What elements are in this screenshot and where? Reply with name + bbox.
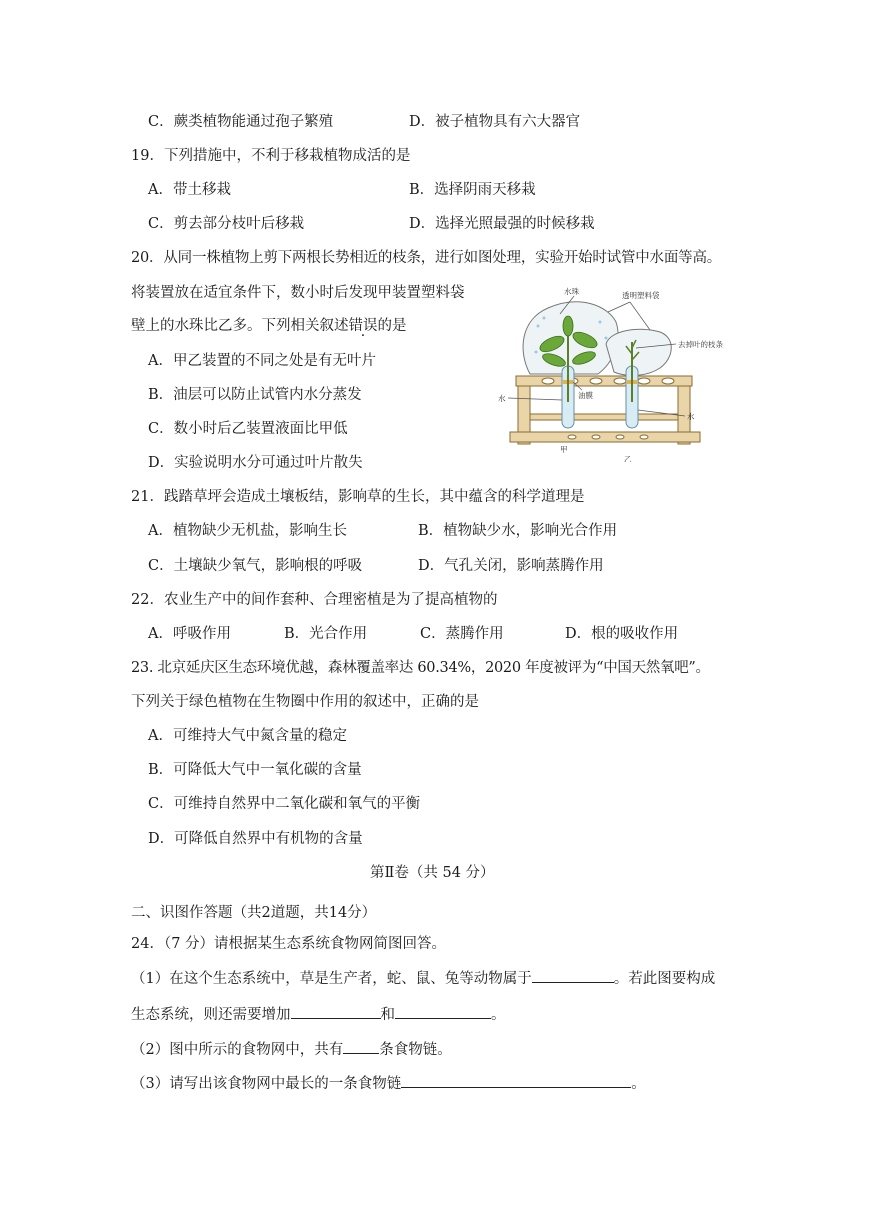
q20-option-a: A．甲乙装置的不同之处是有无叶片 [148,353,376,369]
label-oil-film: 油膜 [578,391,593,400]
q22-stem: 22．农业生产中的间作套种、合理密植是为了提高植物的 [131,592,498,608]
q21-option-b: B．植物缺少水，影响光合作用 [418,523,618,539]
q19-stem: 19．下列措施中，不利于移栽植物成活的是 [131,148,411,164]
q24-sub2 [131,1039,452,1060]
rack-shelf [530,414,678,420]
answer-blank-longest-chain[interactable] [401,1073,631,1088]
q18-option-d: D．被子植物具有六大器官 [409,114,581,130]
q23-option-a: A．可维持大气中氮含量的稳定 [148,728,347,744]
q23-option-b: B．可降低大气中一氧化碳的含量 [148,762,362,778]
label-water-right: 水 [687,412,695,421]
q20-stem-line1: 20．从同一株植物上剪下两根长势相近的枝条，进行如图处理，实验开始时试管中水面等高。 [131,250,722,266]
q24-sub2-text-a: （2）图中所示的食物网中，共有 [131,1042,344,1058]
plastic-bag-left [523,302,618,374]
answer-blank-component-2[interactable] [395,1004,491,1019]
q24-sub1-text-b: 。若此图要构成 [613,971,716,987]
q24-sub3-text-a: （3）请写出该食物网中最长的一条食物链 [131,1076,402,1092]
q19-option-c: C．剪去部分枝叶后移栽 [148,216,305,232]
q24-sub2-text-b: 条食物链。 [379,1042,452,1058]
label-yi: 乙 [624,455,632,462]
q22-option-b: B．光合作用 [284,626,368,642]
q24-sub1-line1 [131,968,715,989]
q21-stem: 21．践踏草坪会造成土壤板结，影响草的生长，其中蕴含的科学道理是 [131,489,585,505]
q23-stem-line1: 23. 北京延庆区生态环境优越，森林覆盖率达 60.34%，2020 年度被评为“中国天然氧吧”。 [131,660,710,676]
part-two-title: 第Ⅱ卷（共 54 分） [370,865,495,881]
q19-option-b: B．选择阴雨天移栽 [409,182,536,198]
q21-option-c: C．土壤缺少氧气，影响根的呼吸 [148,558,363,574]
q20-stem-line2: 将装置放在适宜条件下，数小时后发现甲装置塑料袋 [131,285,465,301]
q20-emphasis-wrong: 错误 [348,318,378,334]
q23-stem-line2: 下列关于绿色植物在生物圈中作用的叙述中，正确的是 [131,694,479,710]
label-plastic-bag: 透明塑料袋 [622,291,660,300]
q24-sub1-text-a: （1）在这个生态系统中，草是生产者，蛇、鼠、兔等动物属于 [131,971,532,987]
q24-sub1-text-e: 。 [491,1007,506,1023]
q24-sub3-text-b: 。 [631,1076,646,1092]
q21-option-a: A．植物缺少无机盐，影响生长 [148,523,347,539]
answer-blank-component-1[interactable] [291,1004,381,1019]
q24-sub1-text-c: 生态系统，则还需要增加 [131,1007,291,1023]
q20-option-b: B．油层可以防止试管内水分蒸发 [148,387,362,403]
q20-option-d: D．实验说明水分可通过叶片散失 [148,455,363,471]
answer-blank-chain-count[interactable] [343,1039,379,1054]
label-water-left: 水 [498,394,506,403]
q24-sub3 [131,1073,646,1094]
q20-stem-line3 [131,316,407,336]
experiment-figure [490,282,740,462]
rack-base [510,432,700,442]
q24-sub1-text-d: 和 [380,1007,395,1023]
label-jia: 甲 [560,445,568,454]
q24-sub1-line2 [131,1004,506,1025]
label-leafless-branch: 去掉叶的枝条 [678,340,723,349]
q24-stem: 24．（7 分）请根据某生态系统食物网简图回答。 [131,936,447,952]
q19-option-a: A．带土移栽 [148,182,231,198]
q20-option-c: C．数小时后乙装置液面比甲低 [148,421,348,437]
answer-blank-consumer[interactable] [532,968,614,983]
q18-option-c: C．蕨类植物能通过孢子繁殖 [148,114,334,130]
label-water-drop: 水珠 [564,287,579,296]
q22-option-a: A．呼吸作用 [148,626,231,642]
q23-option-d: D．可降低自然界中有机物的含量 [148,831,363,847]
q21-option-d: D．气孔关闭，影响蒸腾作用 [418,558,604,574]
section-heading: 二、识图作答题（共2道题，共14分） [131,905,377,921]
q20-stem-part-c: 的是 [377,318,407,334]
q19-option-d: D．选择光照最强的时候移栽 [409,216,595,232]
q22-option-c: C．蒸腾作用 [420,626,504,642]
q20-stem-part-a: 壁上的水珠比乙多。下列相关叙述 [131,318,349,334]
q22-option-d: D．根的吸收作用 [565,626,679,642]
q23-option-c: C．可维持自然界中二氧化碳和氧气的平衡 [148,796,421,812]
